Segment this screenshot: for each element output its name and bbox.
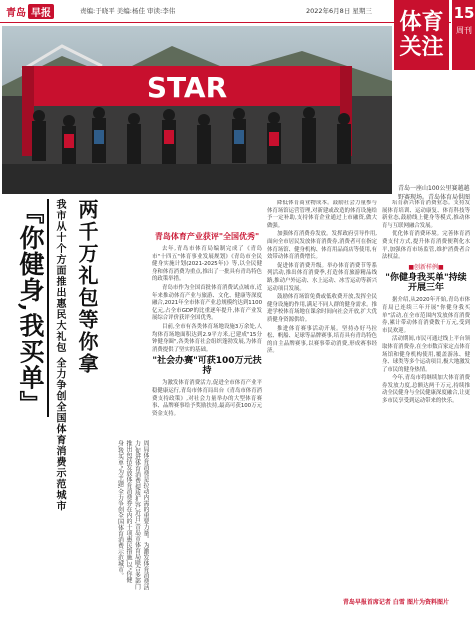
page-number-box <box>451 0 475 70</box>
article-column-3 <box>382 200 470 600</box>
column-1-paragraph: 目前,全市有各类体育场地设施3万余处,人均体育场地面积达到2.9平方米,已建成"15分钟健身圈",各类体育社会组织蓬勃发展,为体育消费提供了坚实的基础。 <box>152 323 262 353</box>
section-title-line1: 体育 <box>399 9 444 35</box>
column-1-heading: 青岛体育产业获评"全国优秀" <box>154 232 260 241</box>
photo-caption: 青岛一座山100公里赛越越野赛现场。青岛体育局供图 <box>398 185 471 201</box>
column-2-paragraph: 降低体育商业物成本。鼓励社会力量参与体育场馆运营管理,对新建或改造的体育设施给予一定补助,支持体育企业通过上市融资,做大做强。 <box>267 200 377 229</box>
column-3-paragraph: 优化体育消费环境。完善体育消费支付方式,提升体育消费便利化水平,加强体育市场监管,维护消费者合法权益。 <box>382 231 470 261</box>
lead-paragraph: 周局体育消费是拉动内需的重要力量。为激发体育消费活力,促进体育消费提质扩容,近日,青岛市体育局联合多部门推出包括发放体育消费券在内的十项惠民措施,以"你健身,我买单"为主题,全力争创全国体育消费示范城市。 <box>116 440 149 590</box>
issue-date: 2022年6月8日 星期三 <box>306 7 372 15</box>
column-3-paragraph: 活动期间,市民可通过线上平台领取体育消费券,在全市数百家定点体育场馆和健身机构使用,覆盖游泳、健身、球类等多个运动项目,极大地激发了市民的健身热情。 <box>382 336 470 373</box>
column-1-paragraph: 去年,青岛市体育局编制完成了《青岛市"十四五"体育事业发展规划》《青岛市全民健身实施计划(2021-2025年)》等,以全民健身和体育消费为重点,推出了一批具有青岛特色的政策举措。 <box>152 246 262 283</box>
race-photo <box>2 26 392 194</box>
feature-headline: 『你健身,我买单』 <box>15 199 49 417</box>
column-1-paragraph: 为激发体育消费活力,促进全市体育产业平稳健康运行,青岛市体育局出台《青岛市体育消费支持政策》,对社会力量举办的大型体育赛事、品牌赛事给予奖励扶持,最高可获100万元资金支持。 <box>152 380 262 417</box>
start-banner-text: STAR <box>146 71 228 104</box>
column-1-subheading: "社会办赛"可获100万元扶持 <box>152 356 262 377</box>
column-3-paragraph: 今年,青岛市将继续加大体育消费券发放力度,总额达两千万元,持续推动全民健身与全民健康深度融合,让更多市民享受到运动带来的快乐。 <box>382 375 470 405</box>
column-1-paragraph: 青岛市作为全国首批体育消费试点城市,近年来推动体育产业与旅游、文化、健康等深度融合,2021年全市体育产业总规模约达到1100亿元,占全市GDP的比重逐年提升,体育产业发展综合评价获评全国优秀。 <box>152 284 262 322</box>
column-3-subheading: "你健身我买单"持续开展三年 <box>385 273 467 294</box>
article-column-1 <box>152 230 262 610</box>
column-2-paragraph: 促进体育消费升级。举办体育消费节等系列活动,推出体育消费季,打造体育旅游精品线路,推动户外运动、水上运动、冰雪运动等新兴运动项目发展。 <box>267 262 377 292</box>
newspaper-logo <box>6 3 54 19</box>
logo-mark: 早报 <box>28 4 54 19</box>
logo-text: 青岛 <box>6 7 26 19</box>
page-number: 15 <box>453 4 475 22</box>
column-3-paragraph: 据介绍,从2020年开始,青岛市体育局已连续三年开展"你健身我买单"活动,在全市范围内发放体育消费券,累计带动体育消费数千万元,受到市民欢迎。 <box>382 297 470 334</box>
article-column-2 <box>267 200 377 608</box>
reporter-credit: 青岛早报首席记者 白雪 图片为资料图片 <box>342 599 449 606</box>
column-2-paragraph: 推进体育赛事活动开展。坚持办好马拉松、帆船、足球等品牌赛事,培育具有青岛特色的自主品牌赛事,以赛事带动消费,形成赛事经济。 <box>267 325 377 355</box>
section-title-box <box>394 0 449 70</box>
column-2-paragraph: 加强体育消费券发放。发挥政府引导作用,面向全市居民发放体育消费券,消费者可在指定体育场馆、健身机构、体育用品商店等使用,有效带动体育消费增长。 <box>267 231 377 261</box>
race-photo-illustration <box>2 26 392 194</box>
editor-credits: 责编:于晓平 美编:杨佳 审读:李伟 <box>80 7 176 15</box>
column-2-paragraph: 鼓励体育场馆免费或低收费开放,发挥全民健身设施的作用,满足不同人群的健身需求。推进学校体育场地在课余时间向社会开放,扩大优质健身资源供给。 <box>267 294 377 323</box>
sub-title: 我市从十个方面推出惠民大礼包 全力争创全国体育消费示范城市 <box>54 199 65 512</box>
section-title-line2: 关注 <box>399 34 444 60</box>
weekly-label: 周刊 <box>456 26 472 35</box>
main-title: 两千万礼包等你拿 <box>75 199 99 375</box>
innovation-tag: ■创新样例■ <box>408 263 444 271</box>
column-3-paragraph: 培育新兴体育消费业态。支持发展体育培训、运动康复、体育科技等新业态,鼓励线上健身等模式,推动体育与互联网融合发展。 <box>382 200 470 229</box>
